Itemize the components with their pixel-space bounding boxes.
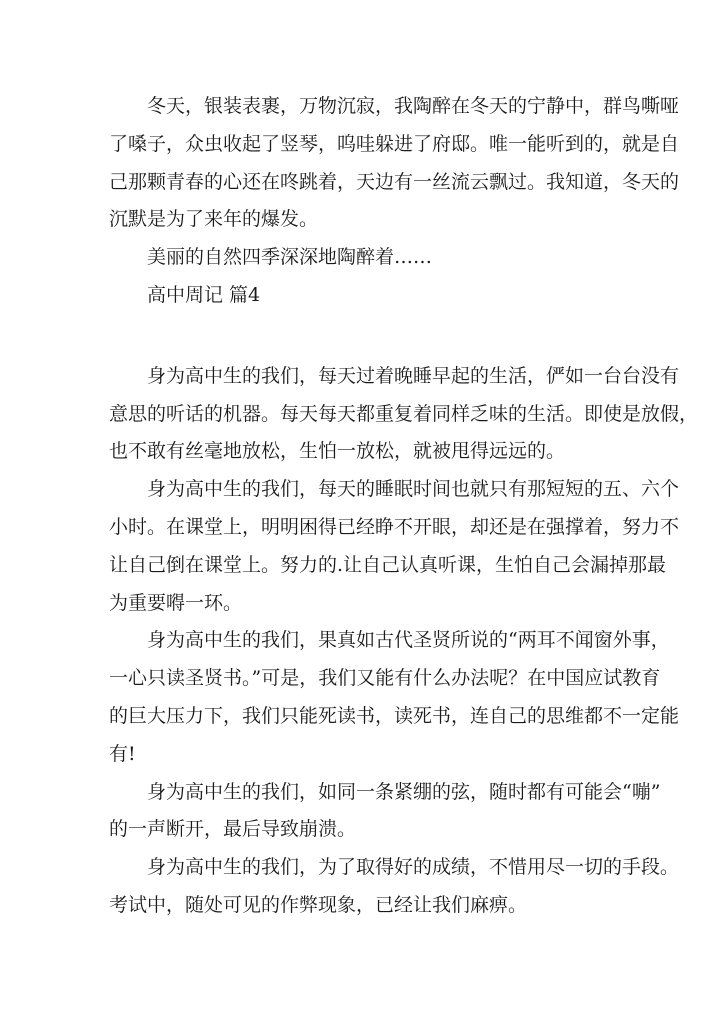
text-line: 也不敢有丝毫地放松，生怕一放松，就被甩得远远的。 xyxy=(109,440,566,463)
document-body xyxy=(109,88,699,925)
text-line: 身为高中生的我们，每天的睡眠时间也就只有那短短的五、六个 xyxy=(147,478,680,501)
text-line: 为重要嘚一环。 xyxy=(109,591,243,614)
section-heading: 高中周记 篇4 xyxy=(147,283,261,306)
text-line: 考试中，随处可见的作弊现象，已经让我们麻痹。 xyxy=(109,893,528,916)
text-line: 冬天，银装表裹，万物沉寂，我陶醉在冬天的宁静中，群鸟嘶哑 xyxy=(147,95,680,117)
text-line: 身为高中生的我们，为了取得好的成绩，不惜用尽一切的手段。 xyxy=(147,856,680,879)
section-gap xyxy=(109,315,614,358)
text-line: 了嗓子，众虫收起了竖琴，呜哇躲进了府邸。唯一能听到的，就是自 xyxy=(109,132,680,155)
paragraph-cheating xyxy=(109,849,680,925)
text-line: 小时。在课堂上，明明困得已经睁不开眼，却还是在强撑着，努力不 xyxy=(109,515,680,538)
text-line: 有! xyxy=(109,742,136,765)
text-line: 意思的听话的机器。每天每天都重复着同样乏味的生活。即使是放假， xyxy=(109,402,699,425)
text-line: 身为高中生的我们，每天过着晚睡早起的生活，俨如一台台没有 xyxy=(147,364,680,387)
text-line: 身为高中生的我们，如同一条紧绷的弦，随时都有可能会“嘣” xyxy=(147,780,661,803)
text-line: 美丽的自然四季深深地陶醉着…… xyxy=(147,246,433,269)
text-line: 沉默是为了来年的爆发。 xyxy=(109,208,319,231)
text-line: 的一声断开，最后导致崩溃。 xyxy=(109,818,357,841)
paragraph-four-seasons xyxy=(109,239,614,277)
paragraph-daily-life xyxy=(109,358,699,471)
paragraph-exam-education xyxy=(109,622,680,773)
paragraph-sleep xyxy=(109,471,680,622)
text-line: 让自己倒在课堂上。努力的.让自己认真听课，生怕自己会漏掉那最 xyxy=(109,553,667,576)
text-line: 一心只读圣贤书。”可是，我们又能有什么办法呢？在中国应试教育 xyxy=(109,667,661,690)
paragraph-tight-string xyxy=(109,774,661,850)
text-line: 己那颗青春的心还在咚跳着，天边有一丝流云飘过。我知道，冬天的 xyxy=(109,170,680,193)
paragraph-winter xyxy=(109,88,680,239)
text-line: 身为高中生的我们，果真如古代圣贤所说的“两耳不闻窗外事， xyxy=(147,629,670,652)
text-line: 的巨大压力下，我们只能死读书，读死书，连自己的思维都不一定能 xyxy=(109,704,680,727)
